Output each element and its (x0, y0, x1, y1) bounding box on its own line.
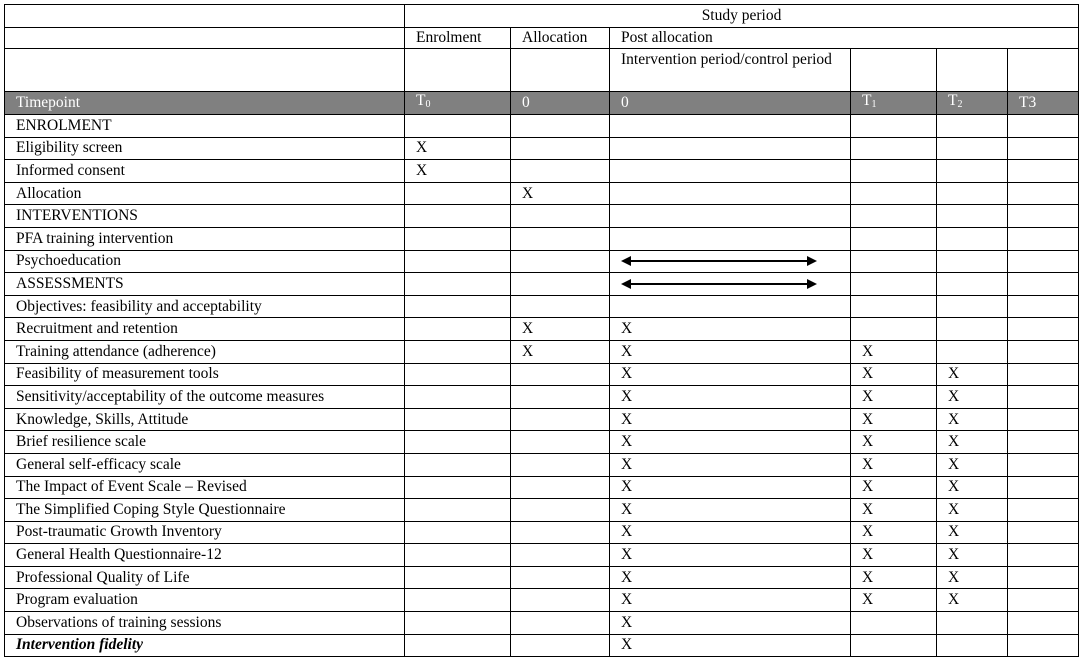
cell-t3 (1008, 160, 1079, 183)
cell-t3 (1008, 408, 1079, 431)
cell-t3 (1008, 521, 1079, 544)
cell-post: X (610, 318, 851, 341)
empty-corner-cell (5, 5, 405, 28)
cell-t1: X (851, 340, 937, 363)
cell-t3 (1008, 295, 1079, 318)
schedule-body (5, 115, 1079, 657)
phase-row (5, 28, 1079, 49)
timepoint-row (5, 92, 1079, 115)
cell-t3 (1008, 250, 1079, 273)
post-allocation-header: Post allocation (610, 28, 1079, 49)
table-row (5, 476, 1079, 499)
cell-alloc (511, 453, 610, 476)
allocation-header: Allocation (511, 28, 610, 49)
cell-post (610, 227, 851, 250)
row-label: Sensitivity/acceptability of the outcome measures (5, 386, 405, 409)
cell-t1: X (851, 408, 937, 431)
cell-t3 (1008, 566, 1079, 589)
cell-post: X (610, 431, 851, 454)
cell-t0 (405, 499, 511, 522)
cell-t0: X (405, 137, 511, 160)
table-row (5, 227, 1079, 250)
cell-t1 (851, 273, 937, 296)
cell-t2: X (937, 521, 1008, 544)
table-row (5, 363, 1079, 386)
cell-t1: X (851, 453, 937, 476)
table-row (5, 250, 1079, 273)
cell-alloc (511, 499, 610, 522)
table-row (5, 408, 1079, 431)
row-label: Professional Quality of Life (5, 566, 405, 589)
row-label: General Health Questionnaire-12 (5, 544, 405, 567)
cell-t2 (937, 250, 1008, 273)
cell-alloc (511, 386, 610, 409)
cell-post (610, 295, 851, 318)
subphase-row (5, 49, 1079, 92)
table-row (5, 160, 1079, 183)
timepoint-label: Timepoint (5, 92, 405, 115)
row-label: ASSESSMENTS (5, 273, 405, 296)
row-label: Psychoeducation (5, 250, 405, 273)
cell-alloc (511, 137, 610, 160)
cell-t2 (937, 273, 1008, 296)
cell-alloc (511, 589, 610, 612)
cell-t0 (405, 318, 511, 341)
row-label: Observations of training sessions (5, 612, 405, 635)
cell-post (610, 115, 851, 138)
row-label: INTERVENTIONS (5, 205, 405, 228)
cell-alloc (511, 227, 610, 250)
cell-post: X (610, 408, 851, 431)
table-row (5, 273, 1079, 296)
cell-alloc: X (511, 318, 610, 341)
table-row (5, 137, 1079, 160)
cell-t3 (1008, 499, 1079, 522)
cell-alloc (511, 566, 610, 589)
cell-post: X (610, 453, 851, 476)
cell-alloc (511, 612, 610, 635)
cell-post (610, 160, 851, 183)
row-label: Training attendance (adherence) (5, 340, 405, 363)
cell-t0 (405, 205, 511, 228)
cell-post: X (610, 476, 851, 499)
cell-alloc (511, 273, 610, 296)
cell-t1 (851, 612, 937, 635)
row-label: Program evaluation (5, 589, 405, 612)
schedule-table (4, 4, 1079, 657)
cell-t0 (405, 453, 511, 476)
cell-alloc (511, 250, 610, 273)
cell-t1 (851, 115, 937, 138)
table-row (5, 205, 1079, 228)
timepoint-allocation: 0 (511, 92, 610, 115)
table-row (5, 182, 1079, 205)
cell-t0 (405, 544, 511, 567)
cell-t0 (405, 612, 511, 635)
cell-t0 (405, 634, 511, 657)
cell-t0 (405, 273, 511, 296)
cell-alloc (511, 521, 610, 544)
cell-post (610, 137, 851, 160)
cell-t0 (405, 476, 511, 499)
cell-alloc (511, 544, 610, 567)
timepoint-post: 0 (610, 92, 851, 115)
cell-post: X (610, 634, 851, 657)
cell-t1 (851, 250, 937, 273)
cell-t0 (405, 521, 511, 544)
cell-t2: X (937, 363, 1008, 386)
cell-t2: X (937, 476, 1008, 499)
cell-t3 (1008, 273, 1079, 296)
table-row (5, 544, 1079, 567)
timepoint-t3: T3 (1008, 92, 1079, 115)
row-label: Eligibility screen (5, 137, 405, 160)
cell-t2: X (937, 453, 1008, 476)
table-row (5, 521, 1079, 544)
cell-t2 (937, 137, 1008, 160)
cell-t2 (937, 115, 1008, 138)
cell-post: X (610, 612, 851, 635)
cell-t1 (851, 227, 937, 250)
study-period-header: Study period (405, 5, 1079, 28)
row-label: ENROLMENT (5, 115, 405, 138)
cell-t3 (1008, 634, 1079, 657)
cell-t1 (851, 318, 937, 341)
cell-t2 (937, 205, 1008, 228)
cell-t1: X (851, 521, 937, 544)
empty-corner-cell (5, 49, 405, 92)
cell-post (610, 205, 851, 228)
cell-alloc (511, 431, 610, 454)
cell-t3 (1008, 182, 1079, 205)
timepoint-t2: $T_2$ (937, 92, 1008, 115)
cell-t1: X (851, 566, 937, 589)
cell-post: X (610, 363, 851, 386)
cell-t0: X (405, 160, 511, 183)
cell-t3 (1008, 431, 1079, 454)
double-arrow-icon (610, 250, 851, 273)
cell-t2 (937, 318, 1008, 341)
cell-alloc (511, 363, 610, 386)
row-label: The Simplified Coping Style Questionnaire (5, 499, 405, 522)
cell-t3 (1008, 453, 1079, 476)
cell-t2: X (937, 499, 1008, 522)
cell-alloc (511, 295, 610, 318)
cell-t2 (937, 295, 1008, 318)
cell-alloc (511, 160, 610, 183)
cell-t1: X (851, 386, 937, 409)
empty-cell (937, 49, 1008, 92)
cell-t2 (937, 634, 1008, 657)
table-row (5, 612, 1079, 635)
cell-t1: X (851, 363, 937, 386)
table-row (5, 386, 1079, 409)
table-row (5, 295, 1079, 318)
cell-t1 (851, 295, 937, 318)
table-row (5, 318, 1079, 341)
cell-t2: X (937, 408, 1008, 431)
empty-corner-cell (5, 28, 405, 49)
study-period-row (5, 5, 1079, 28)
cell-t1: X (851, 544, 937, 567)
cell-t2 (937, 160, 1008, 183)
cell-t2 (937, 227, 1008, 250)
cell-t0 (405, 566, 511, 589)
empty-cell (511, 49, 610, 92)
row-label: Allocation (5, 182, 405, 205)
cell-t0 (405, 182, 511, 205)
cell-t3 (1008, 115, 1079, 138)
schedule-table-wrapper (4, 4, 1079, 657)
cell-post: X (610, 544, 851, 567)
cell-t2: X (937, 566, 1008, 589)
double-arrow-icon (610, 273, 851, 296)
cell-post: X (610, 521, 851, 544)
cell-alloc (511, 476, 610, 499)
row-label: Recruitment and retention (5, 318, 405, 341)
row-label: Brief resilience scale (5, 431, 405, 454)
table-row (5, 634, 1079, 657)
cell-t0 (405, 589, 511, 612)
row-label: The Impact of Event Scale – Revised (5, 476, 405, 499)
table-row (5, 566, 1079, 589)
cell-t1: X (851, 431, 937, 454)
cell-t1: X (851, 589, 937, 612)
cell-post: X (610, 499, 851, 522)
table-row (5, 340, 1079, 363)
cell-alloc: X (511, 182, 610, 205)
row-label: PFA training intervention (5, 227, 405, 250)
cell-post (610, 182, 851, 205)
cell-t3 (1008, 363, 1079, 386)
cell-t2: X (937, 431, 1008, 454)
row-label: Intervention fidelity (5, 634, 405, 657)
cell-t0 (405, 340, 511, 363)
table-row (5, 453, 1079, 476)
cell-t0 (405, 386, 511, 409)
cell-post: X (610, 386, 851, 409)
cell-t0 (405, 115, 511, 138)
empty-cell (1008, 49, 1079, 92)
cell-t3 (1008, 476, 1079, 499)
cell-t1 (851, 160, 937, 183)
cell-t3 (1008, 544, 1079, 567)
enrolment-header: Enrolment (405, 28, 511, 49)
cell-alloc (511, 408, 610, 431)
cell-post: X (610, 340, 851, 363)
row-label: General self-efficacy scale (5, 453, 405, 476)
table-row (5, 115, 1079, 138)
cell-t2 (937, 612, 1008, 635)
cell-t0 (405, 250, 511, 273)
cell-t3 (1008, 589, 1079, 612)
cell-alloc (511, 205, 610, 228)
cell-t1 (851, 137, 937, 160)
cell-t0 (405, 363, 511, 386)
empty-cell (405, 49, 511, 92)
row-label: Feasibility of measurement tools (5, 363, 405, 386)
table-row (5, 499, 1079, 522)
empty-cell (851, 49, 937, 92)
cell-t2: X (937, 589, 1008, 612)
table-row (5, 431, 1079, 454)
cell-t1 (851, 205, 937, 228)
cell-t0 (405, 227, 511, 250)
cell-t0 (405, 408, 511, 431)
cell-t3 (1008, 137, 1079, 160)
row-label: Post-traumatic Growth Inventory (5, 521, 405, 544)
cell-t2: X (937, 386, 1008, 409)
cell-t1 (851, 634, 937, 657)
row-label: Objectives: feasibility and acceptability (5, 295, 405, 318)
cell-t0 (405, 295, 511, 318)
cell-t3 (1008, 205, 1079, 228)
cell-t1 (851, 182, 937, 205)
cell-post: X (610, 566, 851, 589)
timepoint-t0: $T_0$ (405, 92, 511, 115)
cell-alloc (511, 115, 610, 138)
cell-alloc (511, 634, 610, 657)
cell-t3 (1008, 227, 1079, 250)
cell-t2 (937, 182, 1008, 205)
cell-t3 (1008, 386, 1079, 409)
cell-t3 (1008, 612, 1079, 635)
intervention-period-header: Intervention period/control period (610, 49, 851, 92)
cell-t3 (1008, 340, 1079, 363)
cell-t2 (937, 340, 1008, 363)
cell-t2: X (937, 544, 1008, 567)
cell-t1: X (851, 476, 937, 499)
timepoint-t1: $T_1$ (851, 92, 937, 115)
cell-t3 (1008, 318, 1079, 341)
cell-t1: X (851, 499, 937, 522)
row-label: Informed consent (5, 160, 405, 183)
row-label: Knowledge, Skills, Attitude (5, 408, 405, 431)
table-row (5, 589, 1079, 612)
cell-post: X (610, 589, 851, 612)
cell-t0 (405, 431, 511, 454)
cell-alloc: X (511, 340, 610, 363)
